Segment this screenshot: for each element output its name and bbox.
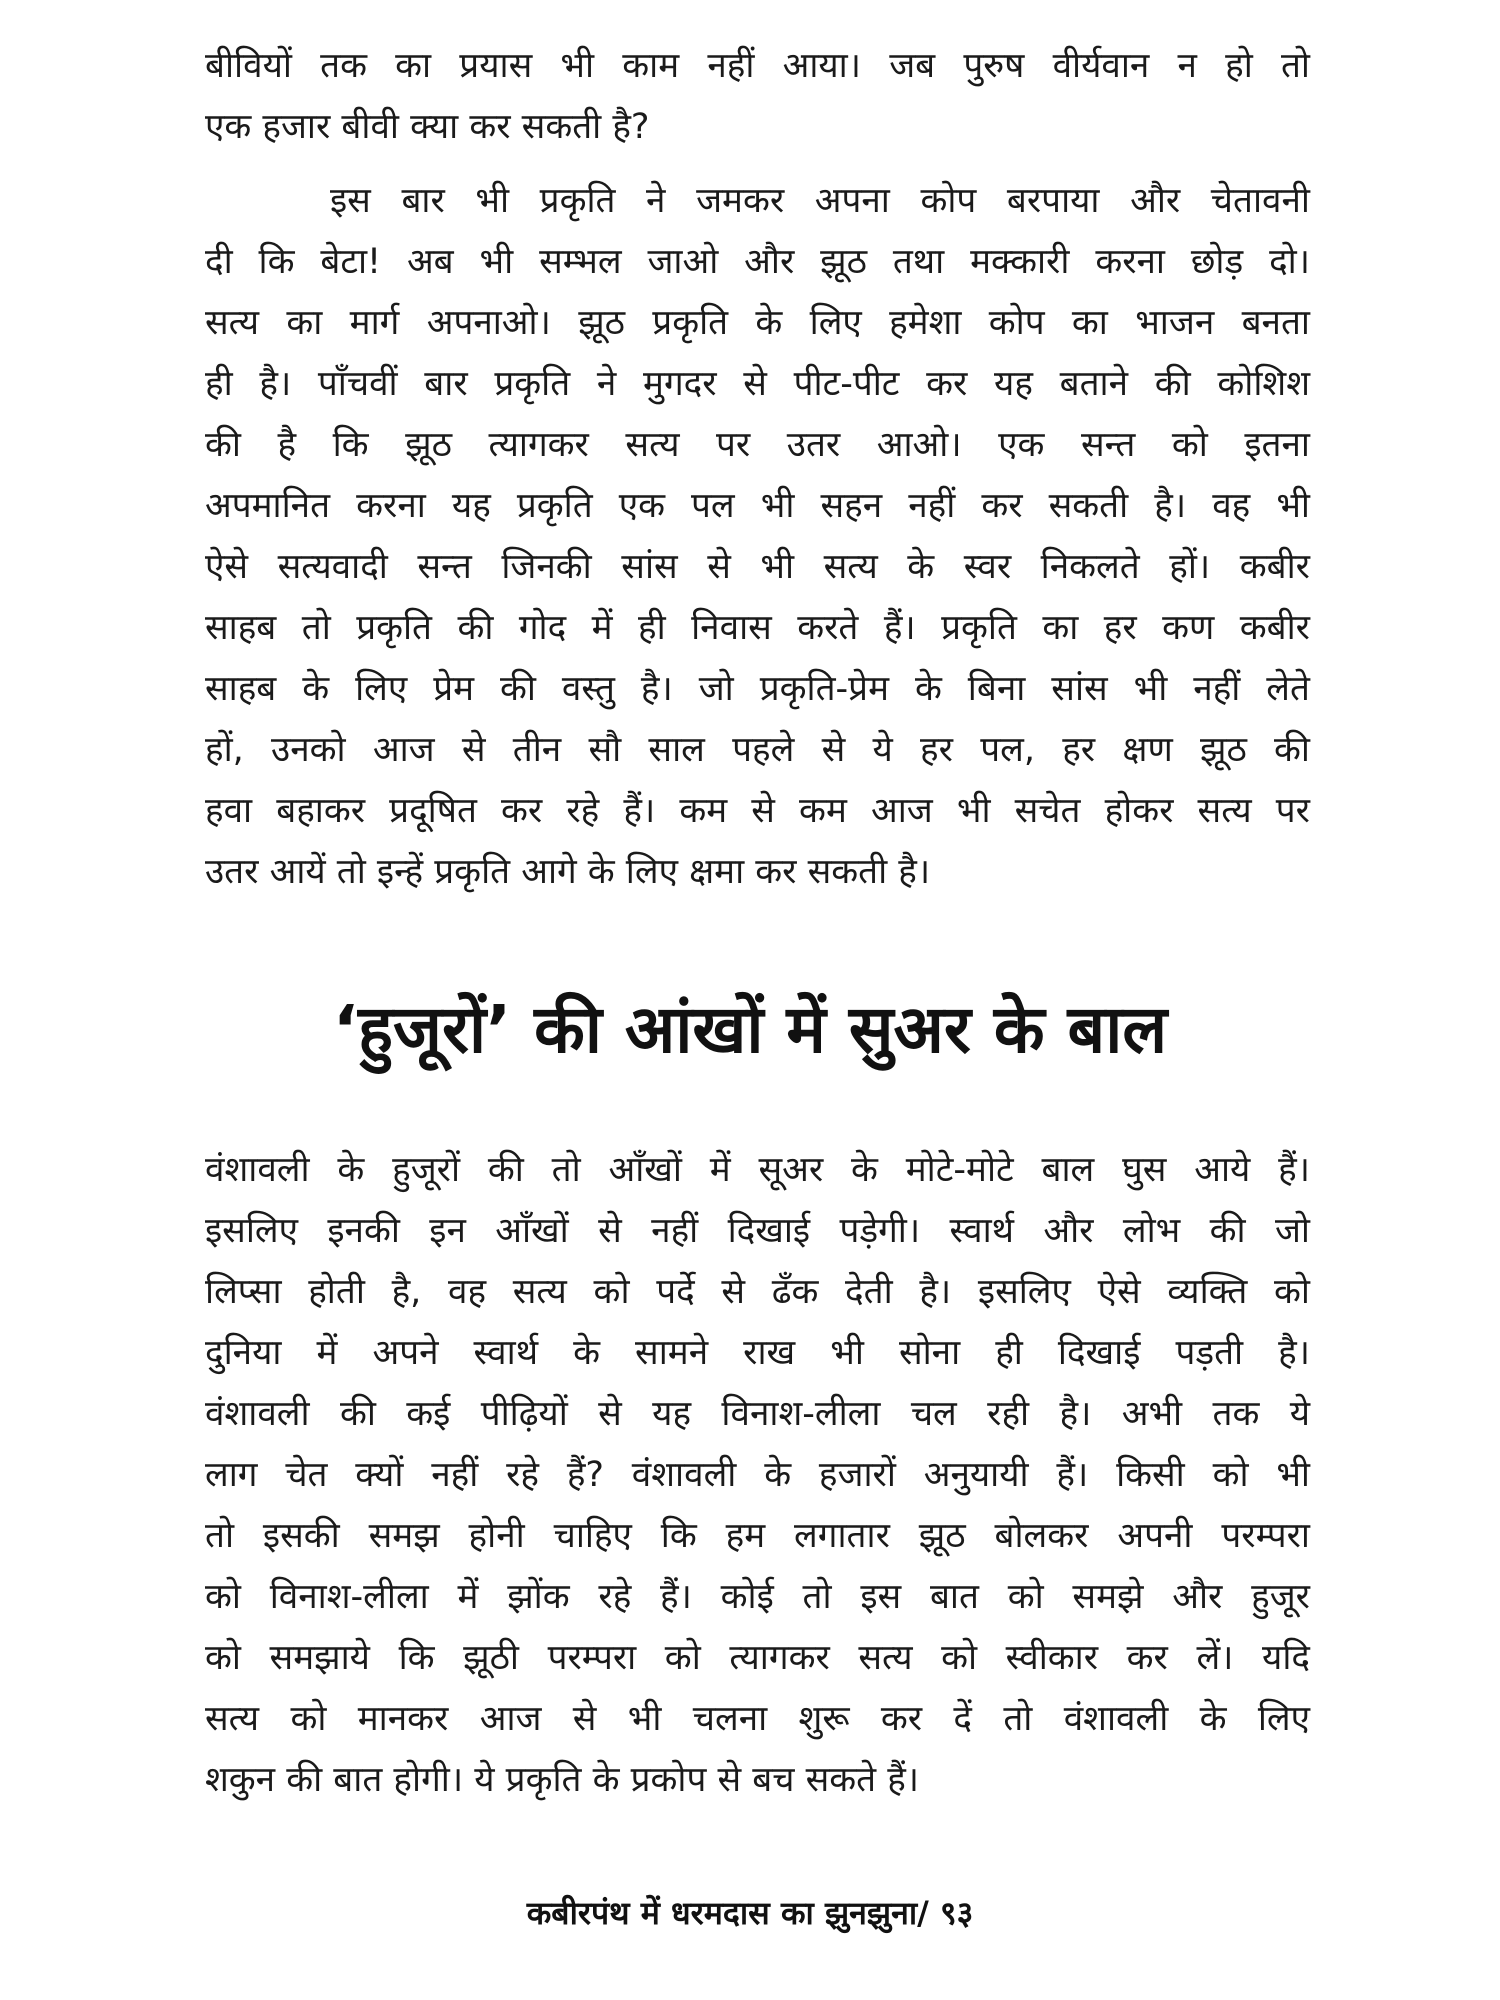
page-footer: कबीरपंथ में धरमदास का झुनझुना/ ९३ <box>526 1894 974 1932</box>
text-line: को विनाश-लीला में झोंक रहे हैं। कोई तो इस बात को समझे और हुजूर <box>205 1577 1310 1617</box>
paragraph-prakriti <box>205 171 1310 903</box>
text-line: को समझाये कि झूठी परम्परा को त्यागकर सत्य को स्वीकार कर लें। यदि <box>205 1638 1310 1678</box>
text-line: दी कि बेटा! अब भी सम्भल जाओ और झूठ तथा मक्कारी करना छोड़ दो। <box>205 242 1310 282</box>
text-line: सत्य को मानकर आज से भी चलना शुरू कर दें तो वंशावली के लिए <box>205 1699 1310 1739</box>
paragraph-continued <box>205 36 1310 158</box>
text-line: उतर आयें तो इन्हें प्रकृति आगे के लिए क्षमा कर सकती है। <box>205 852 931 892</box>
text-line: हों, उनको आज से तीन सौ साल पहले से ये हर पल, हर क्षण झूठ की <box>205 730 1310 770</box>
text-line: सत्य का मार्ग अपनाओ। झूठ प्रकृति के लिए हमेशा कोप का भाजन बनता <box>205 303 1310 343</box>
text-line: लिप्सा होती है, वह सत्य को पर्दे से ढँक देती है। इसलिए ऐसे व्यक्ति को <box>205 1272 1310 1312</box>
text-line: इसलिए इनकी इन आँखों से नहीं दिखाई पड़ेगी। स्वार्थ और लोभ की जो <box>205 1211 1310 1251</box>
text-line: दुनिया में अपने स्वार्थ के सामने राख भी सोना ही दिखाई पड़ती है। <box>205 1333 1310 1373</box>
text-line: एक हजार बीवी क्या कर सकती है? <box>205 107 650 147</box>
text-line: साहब के लिए प्रेम की वस्तु है। जो प्रकृति-प्रेम के बिना सांस भी नहीं लेते <box>205 669 1310 709</box>
text-line: इस बार भी प्रकृति ने जमकर अपना कोप बरपाया और चेतावनी <box>330 181 1310 221</box>
text-line: लाग चेत क्यों नहीं रहे हैं? वंशावली के हजारों अनुयायी हैं। किसी को भी <box>205 1455 1310 1495</box>
text-line: शकुन की बात होगी। ये प्रकृति के प्रकोप से बच सकते हैं। <box>205 1760 920 1800</box>
text-line: वंशावली के हुजूरों की तो आँखों में सूअर के मोटे-मोटे बाल घुस आये हैं। <box>205 1150 1310 1190</box>
text-line: वंशावली की कई पीढ़ियों से यह विनाश-लीला चल रही है। अभी तक ये <box>205 1394 1310 1434</box>
text-line: बीवियों तक का प्रयास भी काम नहीं आया। जब पुरुष वीर्यवान न हो तो <box>205 46 1310 86</box>
paragraph-vanshavali <box>205 1140 1310 1811</box>
text-line: अपमानित करना यह प्रकृति एक पल भी सहन नहीं कर सकती है। वह भी <box>205 486 1310 526</box>
text-line: हवा बहाकर प्रदूषित कर रहे हैं। कम से कम आज भी सचेत होकर सत्य पर <box>205 791 1310 831</box>
text-line: तो इसकी समझ होनी चाहिए कि हम लगातार झूठ बोलकर अपनी परम्परा <box>205 1516 1310 1556</box>
text-line: की है कि झूठ त्यागकर सत्य पर उतर आओ। एक सन्त को इतना <box>205 425 1310 465</box>
section-heading: ‘हुजूरों’ की आंखों में सुअर के बाल <box>332 991 1168 1068</box>
text-line: साहब तो प्रकृति की गोद में ही निवास करते हैं। प्रकृति का हर कण कबीर <box>205 608 1310 648</box>
text-line: ही है। पाँचवीं बार प्रकृति ने मुगदर से पीट-पीट कर यह बताने की कोशिश <box>205 364 1310 404</box>
text-line: ऐसे सत्यवादी सन्त जिनकी सांस से भी सत्य के स्वर निकलते हों। कबीर <box>205 547 1310 587</box>
